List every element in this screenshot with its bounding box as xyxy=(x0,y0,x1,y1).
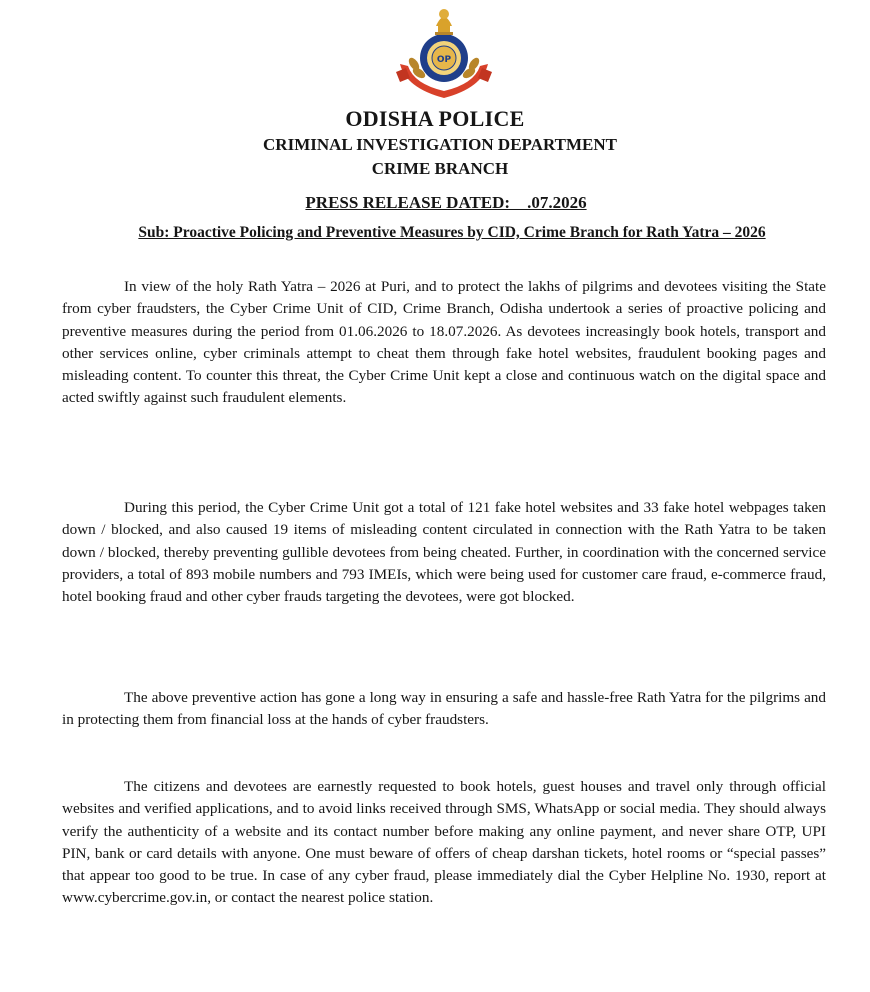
odisha-police-emblem-icon xyxy=(392,2,496,102)
body-paragraph: In view of the holy Rath Yatra – 2026 at Puri, and to protect the lakhs of pilgrims and devotees visiting the State from cyber fraudsters, the Cyber Crime Unit of CID, Crime Branch, Odisha undertook a series of proactive policing and preventive measures during the period from 01.06.2026 to 18.07.2026. As devotees increasingly book hotels, transport and other services online, cyber criminals attempt to cheat them through fake hotel websites, fraudulent booking pages and misleading content. To counter this threat, the Cyber Crime Unit kept a close and continuous watch on the digital space and acted swiftly against such fraudulent elements. xyxy=(62,278,826,407)
subject-line: Sub: Proactive Policing and Preventive Measures by CID, Crime Branch for Rath Yatra – 2026 xyxy=(138,224,766,241)
branch-name: CRIME BRANCH xyxy=(371,159,509,178)
department-name: CRIMINAL INVESTIGATION DEPARTMENT xyxy=(263,135,617,154)
body-paragraph: During this period, the Cyber Crime Unit got a total of 121 fake hotel websites and 33 fake hotel webpages taken down / blocked, and also caused 19 items of misleading content circulated in connection with the Rath Yatra to be taken down / blocked, thereby preventing gullible devotees from being cheated. Further, in coordination with the concerned service providers, a total of 893 mobile numbers and 793 IMEIs, which were being used for customer care fraud, e-commerce fraud, hotel booking fraud and other cyber frauds targeting the devotees, were got blocked. xyxy=(62,499,826,606)
body-paragraph: The citizens and devotees are earnestly requested to book hotels, guest houses and travel only through official websites and verified applications, and to avoid links received through SMS, WhatsApp or social media. They should always verify the authenticity of a website and its contact number before making any online payment, and never share OTP, UPI PIN, bank or card details with anyone. One must beware of offers of cheap darshan tickets, hotel rooms or “special passes” that appear too good to be true. In case of any cyber fraud, please immediately dial the Cyber Helpline No. 1930, report at www.cybercrime.gov.in, or contact the nearest police station. xyxy=(62,778,826,907)
organization-name: ODISHA POLICE xyxy=(345,106,525,131)
body-paragraph: The above preventive action has gone a long way in ensuring a safe and hassle-free Rath Yatra for the pilgrims and in protecting them from financial loss at the hands of cyber fraudsters. xyxy=(62,689,826,729)
press-release-date: PRESS RELEASE DATED: .07.2026 xyxy=(305,193,587,212)
svg-text:OP: OP xyxy=(436,55,452,65)
